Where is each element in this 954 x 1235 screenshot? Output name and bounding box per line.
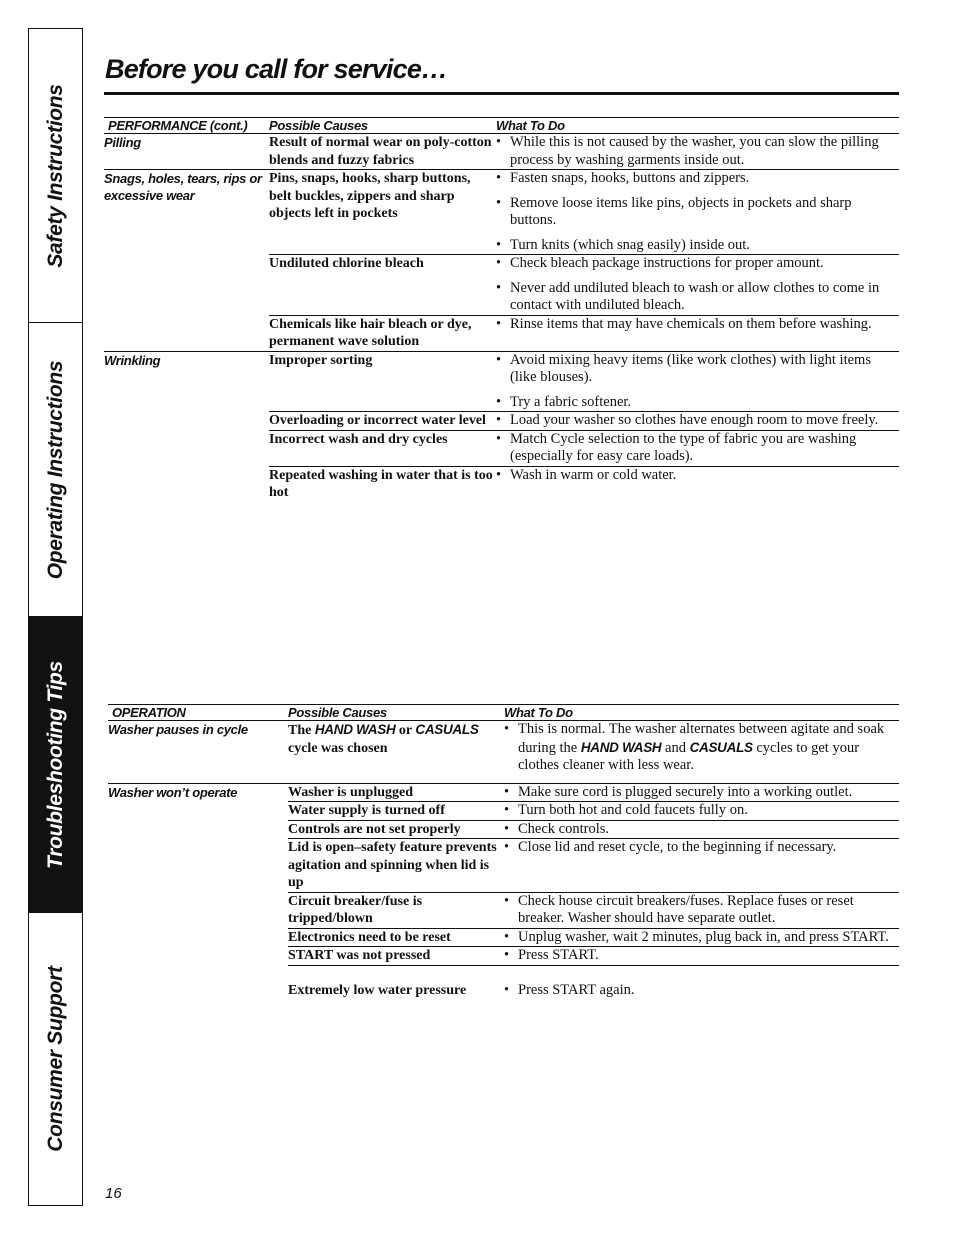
tab-safety-instructions[interactable] [29,29,82,323]
operation-table [108,704,899,999]
operation-header-todo: What To Do [504,705,899,721]
todo-bullet: • Check controls. [504,821,899,839]
todo-cell [504,928,899,947]
performance-header-causes: Possible Causes [269,118,496,134]
side-tab-strip [28,28,83,1206]
todo-cell [504,965,899,999]
operation-header-section: OPERATION [108,705,288,721]
row-gap [108,775,899,784]
todo-cell [504,820,899,839]
cause-or: or [395,723,416,738]
todo-bullet: • Check house circuit breakers/fuses. Replace fuses or reset breaker. Washer should have separate outlet. [504,893,899,928]
cause-text: Repeated washing in water that is too hot [269,466,496,502]
todo-bullet: • Avoid mixing heavy items (like work clothes) with light items (like blouses). [496,352,899,387]
todo-cell [496,466,899,502]
performance-header-row [104,118,899,134]
cause-text: Washer is unplugged [288,783,504,802]
cycle-name-casuals: CASUALS [689,739,753,755]
performance-table [104,117,899,502]
problem-wrinkling: Wrinkling [104,351,269,502]
todo-bullet: • Match Cycle selection to the type of fabric you are washing (especially for easy care loads). [496,431,899,466]
cause-text: Pins, snaps, hooks, sharp buttons, belt buckles, zippers and sharp objects left in pockets [269,170,496,255]
cause-text [288,721,504,775]
tab-troubleshooting-tips-label: Troubleshooting Tips [43,660,67,869]
cause-text: Chemicals like hair bleach or dye, permanent wave solution [269,315,496,351]
tab-consumer-support-label: Consumer Support [43,966,67,1152]
todo-cell [504,721,899,775]
todo-cell [504,892,899,928]
tab-troubleshooting-tips[interactable] [29,617,82,913]
page-title: Before you call for service… [105,54,448,84]
table-row [108,721,899,775]
todo-bullet [504,721,899,775]
title-rule [104,92,899,95]
problem-pilling: Pilling [104,135,141,150]
operation-header-causes: Possible Causes [288,705,504,721]
cause-text: Lid is open–safety feature prevents agitation and spinning when lid is up [288,839,504,893]
todo-bullet: • Unplug washer, wait 2 minutes, plug back in, and press START. [504,929,899,947]
cause-pre: The [288,723,315,738]
todo-bullet: • Remove loose items like pins, objects in pockets and sharp buttons. [496,195,899,230]
todo-post: cycles to get your clothes cleaner with less wear. [518,739,860,773]
todo-bullet: • While this is not caused by the washer, you can slow the pilling process by washing garments inside out. [496,134,899,169]
cause-text: START was not pressed [288,947,504,966]
table-row [104,170,899,255]
todo-bullet: • Load your washer so clothes have enough room to move freely. [496,412,899,430]
cause-post: cycle was chosen [288,740,388,756]
todo-cell [496,134,899,170]
tab-operating-instructions-label: Operating Instructions [43,360,67,579]
todo-and: and [661,739,690,756]
todo-bullet: • Close lid and reset cycle, to the beginning if necessary. [504,839,899,857]
todo-bullet: • Never add undiluted bleach to wash or allow clothes to come in contact with undiluted bleach. [496,280,899,315]
cause-text: Electronics need to be reset [288,928,504,947]
todo-bullet: • Press START. [504,947,899,965]
cause-text: Extremely low water pressure [288,965,504,999]
todo-bullet: • Turn knits (which snag easily) inside out. [496,237,899,255]
operation-header-row [108,705,899,721]
cause-text: Overloading or incorrect water level [269,412,496,431]
problem-washer-pauses: Washer pauses in cycle [108,722,248,737]
cause-text: Circuit breaker/fuse is tripped/blown [288,892,504,928]
todo-bullet: • Check bleach package instructions for proper amount. [496,255,899,273]
performance-header-section: PERFORMANCE (cont.) [104,118,269,134]
todo-bullet: • Try a fabric softener. [496,394,899,412]
todo-cell [504,802,899,821]
tab-safety-instructions-label: Safety Instructions [43,83,67,268]
todo-cell [496,351,899,412]
todo-cell [496,412,899,431]
todo-bullet: • Rinse items that may have chemicals on them before washing. [496,316,899,334]
cycle-name-casuals: CASUALS [415,722,479,737]
todo-cell [496,170,899,255]
todo-bullet: • Wash in warm or cold water. [496,467,899,485]
cause-text: Result of normal wear on poly-cotton blends and fuzzy fabrics [269,135,492,168]
todo-cell [496,315,899,351]
todo-cell [504,947,899,966]
tab-consumer-support[interactable] [29,913,82,1205]
cause-text: Controls are not set properly [288,820,504,839]
performance-header-todo: What To Do [496,118,899,134]
cause-text: Undiluted chlorine bleach [269,255,496,316]
table-row [104,351,899,412]
todo-pre: This is normal. The washer alternates between agitate and soak during the [518,721,885,756]
tab-operating-instructions[interactable] [29,323,82,617]
todo-cell [496,430,899,466]
page-number: 16 [105,1185,122,1202]
table-row [108,783,899,802]
problem-washer-wont-operate: Washer won’t operate [108,783,288,999]
todo-bullet: • Make sure cord is plugged securely into a working outlet. [504,784,899,802]
todo-bullet: • Press START again. [504,982,899,1000]
todo-bullet: • Fasten snaps, hooks, buttons and zippers. [496,170,899,188]
todo-cell [504,839,899,893]
cause-text: Incorrect wash and dry cycles [269,430,496,466]
cause-text: Improper sorting [269,351,496,412]
todo-cell [496,255,899,316]
cycle-name-hand-wash: HAND WASH [314,722,396,737]
cause-text: Water supply is turned off [288,802,504,821]
table-row [104,134,899,170]
todo-cell [504,783,899,802]
todo-bullet: • Turn both hot and cold faucets fully on. [504,802,899,820]
problem-snags: Snags, holes, tears, rips or excessive wear [104,170,269,352]
cycle-name-hand-wash: HAND WASH [580,739,662,755]
